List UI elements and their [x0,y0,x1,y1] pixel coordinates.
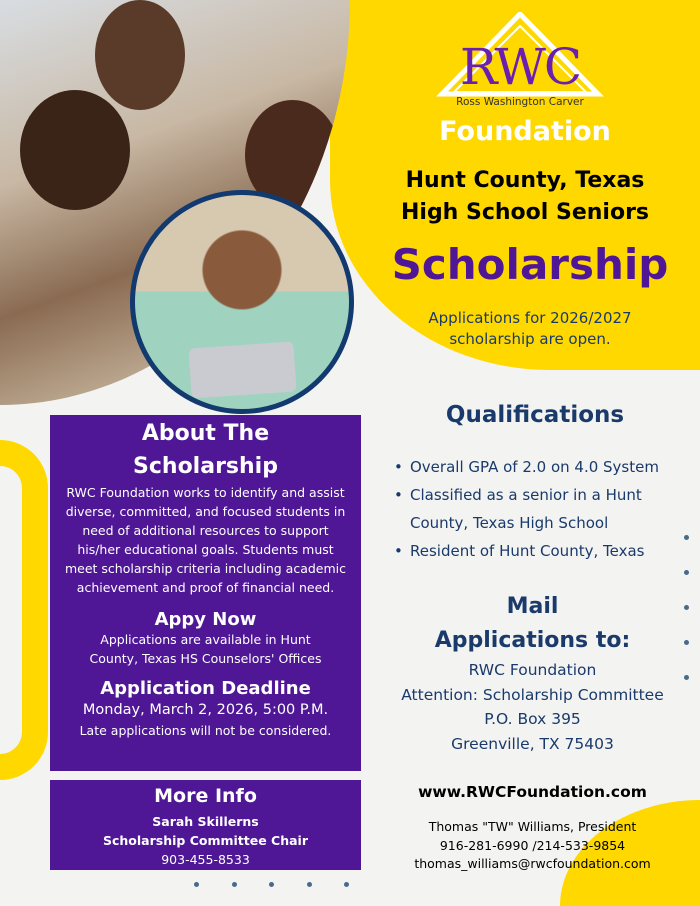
deadline-title: Application Deadline [100,678,311,699]
website-link[interactable]: www.RWCFoundation.com [418,783,647,801]
qualification-item: • Overall GPA of 2.0 on 4.0 System [392,453,682,481]
president-phones: 916-281-6990 /214-533-9854 [439,837,626,853]
about-body: RWC Foundation works to identify and assist diverse, committed, and focused students in need of additional resources to support his/her educational goals. Students must meet scholarship criteria including academic achievement and proof of financial need. [64,485,347,595]
deadline-date: Monday, March 2, 2026, 5:00 P.M. [82,702,329,718]
decorative-dot [194,882,199,887]
mail-line: Greenville, TX 75403 [451,734,614,753]
tablet-image [188,341,296,398]
decorative-dot [684,675,689,680]
open-note-2: scholarship are open. [449,330,611,348]
teacher-figure [95,0,185,110]
foundation-label: Foundation [439,116,611,147]
about-title-2: Scholarship [133,454,278,479]
decorative-dot [307,882,312,887]
more-info-title: More Info [154,785,257,807]
mail-line: P.O. Box 395 [484,710,581,728]
about-panel [50,415,361,771]
deadline-note: Late applications will not be considered. [79,723,332,738]
mail-line: Attention: Scholarship Committee [401,685,664,704]
logo-subtitle: Ross Washington Carver [456,96,584,108]
decorative-dot [684,535,689,540]
header-line-2: High School Seniors [400,200,650,225]
open-note-1: Applications for 2026/2027 [428,309,632,327]
contact-name: Sarah Skillerns [152,814,259,829]
contact-phone: 903-455-8533 [161,852,250,867]
contact-role: Scholarship Committee Chair [102,833,309,848]
qualifications-list [392,453,682,565]
decorative-dot [684,570,689,575]
president-name: Thomas "TW" Williams, President [428,819,637,834]
student-figure [20,90,130,210]
scholarship-title: Scholarship [391,240,669,289]
more-info-panel [50,780,361,870]
apply-body: Applications are available in Hunt County, Texas HS Counselors' Offices [89,632,322,666]
apply-title: Appy Now [154,609,257,630]
president-email[interactable]: thomas_williams@rwcfoundation.com [414,856,651,871]
qualification-item: • Resident of Hunt County, Texas [392,537,682,565]
logo-letters: RWC [459,38,581,96]
decorative-dot [684,640,689,645]
yellow-arc-decoration [0,440,48,780]
header-line-1: Hunt County, Texas [405,168,645,193]
student-portrait-photo [130,190,354,414]
rwc-logo [436,12,604,112]
mail-title-1: Mail [506,594,559,619]
mail-line: RWC Foundation [468,661,597,679]
qualification-item: • Classified as a senior in a Hunt County, Texas High School [392,481,682,537]
decorative-dot [344,882,349,887]
decorative-dot [232,882,237,887]
decorative-dot [269,882,274,887]
qualifications-title: Qualifications [445,402,625,428]
mail-title-2: Applications to: [434,628,631,653]
about-title-1: About The [141,421,270,446]
decorative-dot [684,605,689,610]
